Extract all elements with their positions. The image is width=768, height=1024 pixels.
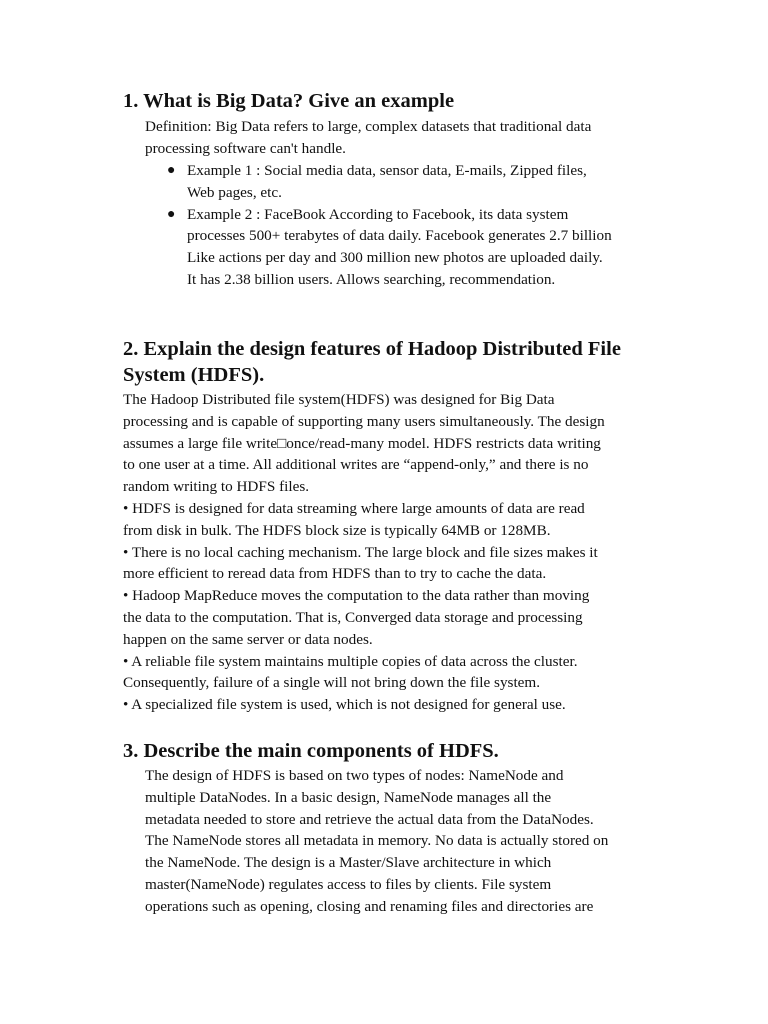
body-line: • Hadoop MapReduce moves the computation to the data rather than moving (123, 587, 590, 605)
body-line: to one user at a time. All additional writes are “append-only,” and there is no (123, 456, 589, 474)
definition-paragraph (145, 116, 705, 160)
body-line: multiple DataNodes. In a basic design, NameNode manages all the (145, 788, 552, 806)
body-line: master(NameNode) regulates access to files by clients. File system (145, 875, 552, 893)
heading-line: 2. Explain the design features of Hadoop Distributed File (123, 338, 621, 360)
section-1-heading: 1. What is Big Data? Give an example (123, 90, 455, 112)
section-3-body (145, 765, 705, 918)
section-3-heading: 3. Describe the main components of HDFS. (123, 740, 499, 762)
body-line: The NameNode stores all metadata in memory. No data is actually stored on (145, 832, 609, 850)
example-line: Web pages, etc. (187, 183, 282, 201)
body-line: the NameNode. The design is a Master/Slave architecture in which (145, 854, 552, 872)
definition-line: processing software can't handle. (145, 139, 346, 157)
bullet-icon: ● (167, 206, 176, 222)
body-line: from disk in bulk. The HDFS block size is typically 64MB or 128MB. (123, 521, 551, 539)
body-line: • There is no local caching mechanism. The large block and file sizes makes it (123, 543, 598, 561)
hdfs-features-paragraph (123, 389, 703, 716)
example-list-item (167, 204, 687, 291)
bullet-icon: ● (167, 163, 176, 178)
body-line: happen on the same server or data nodes. (123, 630, 373, 648)
example-line: Example 2 : FaceBook According to Facebook, its data system (187, 205, 569, 223)
section-2 (123, 336, 703, 388)
example-line: It has 2.38 billion users. Allows searching, recommendation. (187, 270, 556, 288)
body-line: the data to the computation. That is, Converged data storage and processing (123, 608, 583, 626)
body-line: • A specialized file system is used, which is not designed for general use. (123, 696, 566, 714)
section-2-heading (123, 336, 703, 388)
body-line: metadata needed to store and retrieve the actual data from the DataNodes. (145, 810, 594, 828)
example-list-item (167, 160, 687, 204)
section-2-body (123, 389, 703, 716)
heading-line: System (HDFS). (123, 364, 265, 386)
section-3 (123, 738, 703, 764)
hdfs-components-paragraph (145, 765, 705, 918)
body-line: random writing to HDFS files. (123, 478, 310, 496)
body-line: more efficient to reread data from HDFS than to try to cache the data. (123, 565, 547, 583)
body-line: • A reliable file system maintains multiple copies of data across the cluster. (123, 652, 578, 670)
example-list (167, 160, 687, 291)
body-line: operations such as opening, closing and renaming files and directories are (145, 897, 594, 915)
body-line: The Hadoop Distributed file system(HDFS) was designed for Big Data (123, 391, 555, 408)
body-line: • HDFS is designed for data streaming where large amounts of data are read (123, 499, 585, 517)
body-line: processing and is capable of supporting many users simultaneously. The design (123, 412, 605, 430)
example-line: Example 1 : Social media data, sensor data, E-mails, Zipped files, (187, 162, 587, 179)
section-1 (123, 88, 683, 114)
section-1-examples (167, 160, 687, 291)
definition-line: Definition: Big Data refers to large, complex datasets that traditional data (145, 118, 592, 135)
example-line: Like actions per day and 300 million new photos are uploaded daily. (187, 249, 603, 267)
body-line: The design of HDFS is based on two types of nodes: NameNode and (145, 767, 564, 784)
section-1-definition (145, 116, 705, 160)
body-line: assumes a large file write□once/read-many model. HDFS restricts data writing (123, 434, 601, 452)
example-line: processes 500+ terabytes of data daily. Facebook generates 2.7 billion (187, 227, 612, 245)
body-line: Consequently, failure of a single will not bring down the file system. (123, 674, 541, 692)
